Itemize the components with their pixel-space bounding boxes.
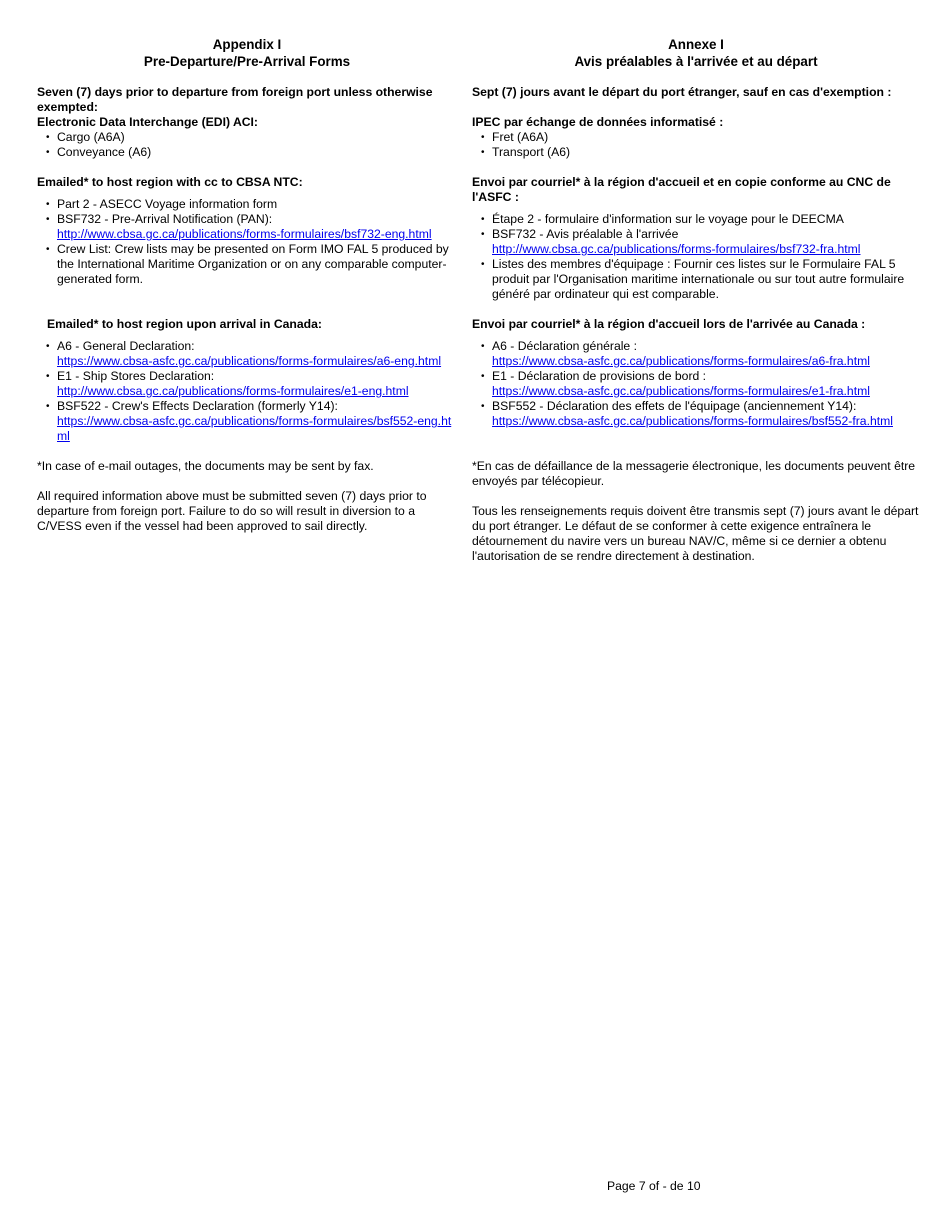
list-item [472,212,920,227]
list-item-text: A6 - Déclaration générale : [492,339,637,353]
list-item [472,227,920,257]
french-title-line1: Annexe I [668,37,724,52]
list-item [37,212,457,242]
english-title-line2: Pre-Departure/Pre-Arrival Forms [143,54,351,69]
french-column [472,36,920,564]
english-title [37,36,457,70]
english-final-paragraph: All required information above must be submitted seven (7) days prior to departure from foreign port. Failure to do so will result in diversion to a C/VESS even if the vessel had been approved to sail directly. [37,489,427,533]
english-email-cc-heading: Emailed* to host region with cc to CBSA NTC: [37,175,303,189]
list-item [472,369,920,399]
e1-eng-link[interactable]: http://www.cbsa.gc.ca/publications/forms-formulaires/e1-eng.html [57,384,409,398]
french-arrival-heading: Envoi par courriel* à la région d'accueil lors de l'arrivée au Canada : [472,317,866,331]
list-item: • Fret (A6A) [472,130,920,145]
list-item-text: BSF732 - Pre-Arrival Notification (PAN): [57,212,273,226]
english-arrival-heading: Emailed* to host region upon arrival in Canada: [47,317,322,331]
french-email-cc-list [472,212,920,302]
english-column [37,36,457,534]
list-item-text: A6 - General Declaration: [57,339,195,353]
english-prior-heading: Seven (7) days prior to departure from foreign port unless otherwise exempted: [37,85,433,114]
french-email-cc-heading: Envoi par courriel* à la région d'accueil et en copie conforme au CNC de l'ASFC : [472,175,891,204]
list-item: • Conveyance (A6) [37,145,457,160]
list-item [472,257,920,302]
list-item [37,369,457,399]
english-title-line1: Appendix I [212,37,282,52]
french-prior-heading: Sept (7) jours avant le départ du port étranger, sauf en cas d'exemption : [472,85,892,99]
list-item-text: Part 2 - ASECC Voyage information form [57,197,278,211]
bsf732-fra-link[interactable]: http://www.cbsa.gc.ca/publications/forms-formulaires/bsf732-fra.html [492,242,861,256]
a6-fra-link[interactable]: https://www.cbsa-asfc.gc.ca/publications/forms-formulaires/a6-fra.html [492,354,870,368]
english-arrival-list [37,339,457,444]
a6-eng-link[interactable]: https://www.cbsa-asfc.gc.ca/publications/forms-formulaires/a6-eng.html [57,354,442,368]
e1-fra-link[interactable]: https://www.cbsa-asfc.gc.ca/publications/forms-formulaires/e1-fra.html [492,384,870,398]
list-item-text: E1 - Déclaration de provisions de bord : [492,369,707,383]
list-item: • Cargo (A6A) [37,130,457,145]
list-item-text: Crew List: Crew lists may be presented on Form IMO FAL 5 produced by the International Maritime Organization or on any comparable computer-generated form. [57,242,449,286]
french-title [472,36,920,70]
bsf732-eng-link[interactable]: http://www.cbsa.gc.ca/publications/forms-formulaires/bsf732-eng.html [57,227,432,241]
list-item-text: BSF732 - Avis préalable à l'arrivée [492,227,679,241]
list-item-text: E1 - Ship Stores Declaration: [57,369,215,383]
page-number: Page 7 of - de 10 [607,1179,701,1193]
french-title-line2: Avis préalables à l'arrivée et au départ [574,54,818,69]
list-item [472,339,920,369]
list-item-text: BSF522 - Crew's Effects Declaration (formerly Y14): [57,399,338,413]
english-edi-list [37,130,457,160]
list-item [37,399,457,444]
list-item [37,339,457,369]
french-edi-list [472,130,920,160]
french-edi-heading: IPEC par échange de données informatisé : [472,115,724,129]
bsf552-fra-link[interactable]: https://www.cbsa-asfc.gc.ca/publications/forms-formulaires/bsf552-fra.html [492,414,893,428]
french-final-paragraph: Tous les renseignements requis doivent être transmis sept (7) jours avant le départ du port étranger. Le défaut de se conformer à cette exigence entraînera le détournement du navire vers un bureau NAV/C, même si ce dernier a obtenu l'autorisation de se rendre directement à destination. [472,504,919,563]
list-item-text: Listes des membres d'équipage : Fournir ces listes sur le Formulaire FAL 5 produit par l'Organisation maritime internationale ou sur tout autre formulaire généré par ordinateur qui est comparable. [492,257,905,301]
list-item-text: Étape 2 - formulaire d'information sur le voyage pour le DEECMA [492,212,844,226]
french-fax-note: *En cas de défaillance de la messagerie électronique, les documents peuvent être envoyés par télécopieur. [472,459,916,488]
english-fax-note: *In case of e-mail outages, the documents may be sent by fax. [37,459,374,473]
english-email-cc-list [37,197,457,287]
list-item [37,242,457,287]
list-item-text: BSF552 - Déclaration des effets de l'équipage (anciennement Y14): [492,399,857,413]
french-arrival-list [472,339,920,429]
list-item: • Transport (A6) [472,145,920,160]
bsf552-eng-link[interactable]: https://www.cbsa-asfc.gc.ca/publications/forms-formulaires/bsf552-eng.html [57,414,452,443]
english-edi-heading: Electronic Data Interchange (EDI) ACI: [37,115,258,129]
list-item [37,197,457,212]
list-item [472,399,920,429]
